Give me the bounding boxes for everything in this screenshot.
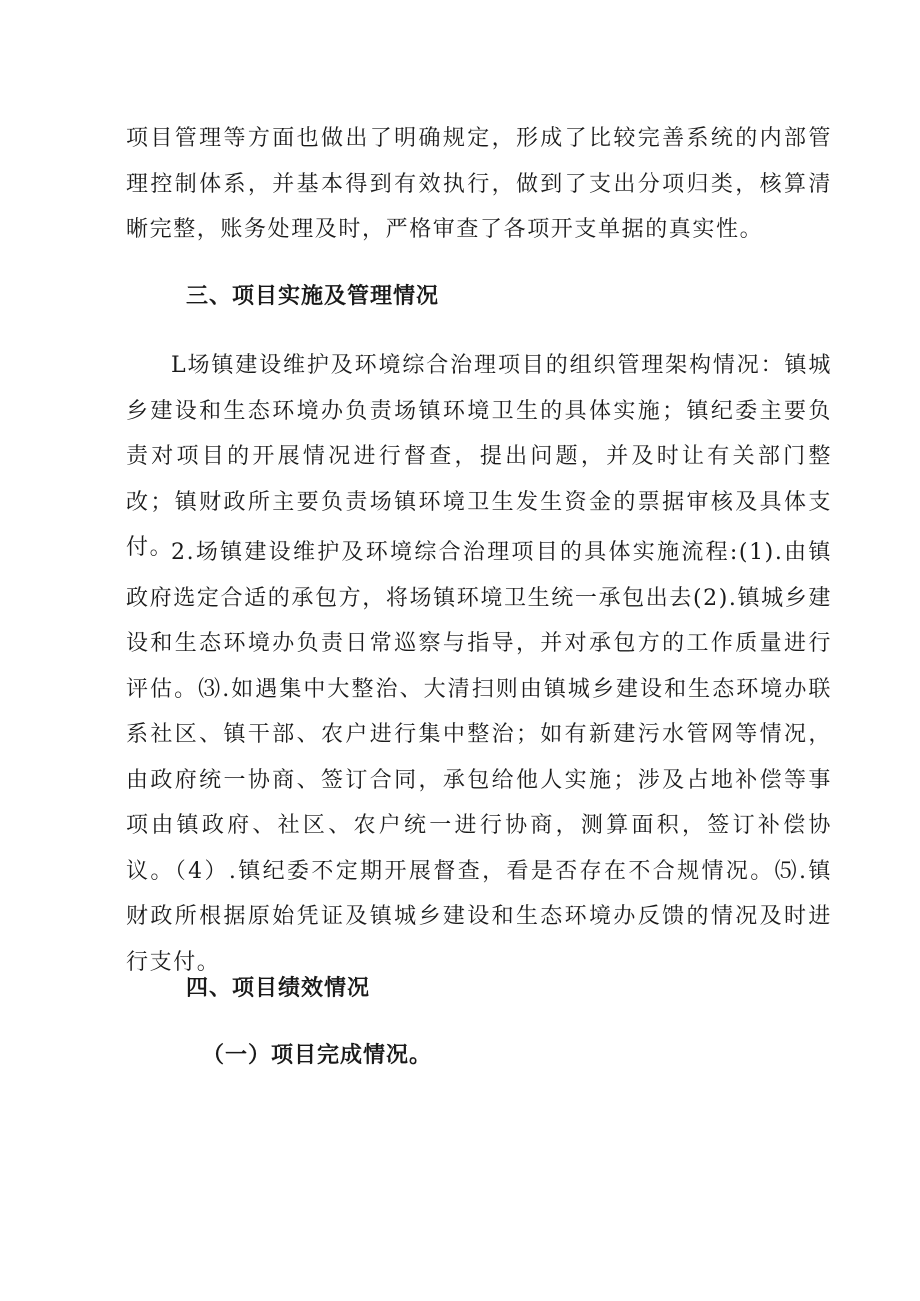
paragraph-internal-control: 项目管理等方面也做出了明确规定，形成了比较完善系统的内部管理控制体系，并基本得到有效执行，做到了支出分项归类，核算清晰完整，账务处理及时，严格审查了各项开支单据的真实性。 — [126, 126, 832, 242]
paragraph-organization-structure: L场镇建设维护及环境综合治理项目的组织管理架构情况：镇城乡建设和生态环境办负责场镇环境卫生的具体实施；镇纪委主要负责对项目的开展情况进行督查，提出问题，并及时让有关部门整改；镇财政所主要负责场镇环境卫生发生资金的票据审核及具体支付。 — [126, 353, 832, 560]
paragraph-implementation-process: 2.场镇建设维护及环境综合治理项目的具体实施流程:(1).由镇政府选定合适的承包方，将场镇环境卫生统一承包出去(2).镇城乡建设和生态环境办负责日常巡察与指导，并对承包方的工作质量进行评估。⑶.如遇集中大整治、大清扫则由镇城乡建设和生态环境办联系社区、镇干部、农户进行集中整治；如有新建污水管网等情况，由政府统一协商、签订合同，承包给他人实施；涉及占地补偿等事项由镇政府、社区、农户统一进行协商，测算面积，签订补偿协议。（4）.镇纪委不定期开展督查，看是否存在不合规情况。⑸.镇财政所根据原始凭证及镇城乡建设和生态环境办反馈的情况及时进行支付。 — [126, 540, 832, 975]
section-heading-implementation: 三、项目实施及管理情况 — [186, 284, 440, 309]
section-heading-performance: 四、项目绩效情况 — [186, 976, 371, 1001]
subsection-heading-completion: （一）项目完成情况。 — [202, 1043, 433, 1068]
